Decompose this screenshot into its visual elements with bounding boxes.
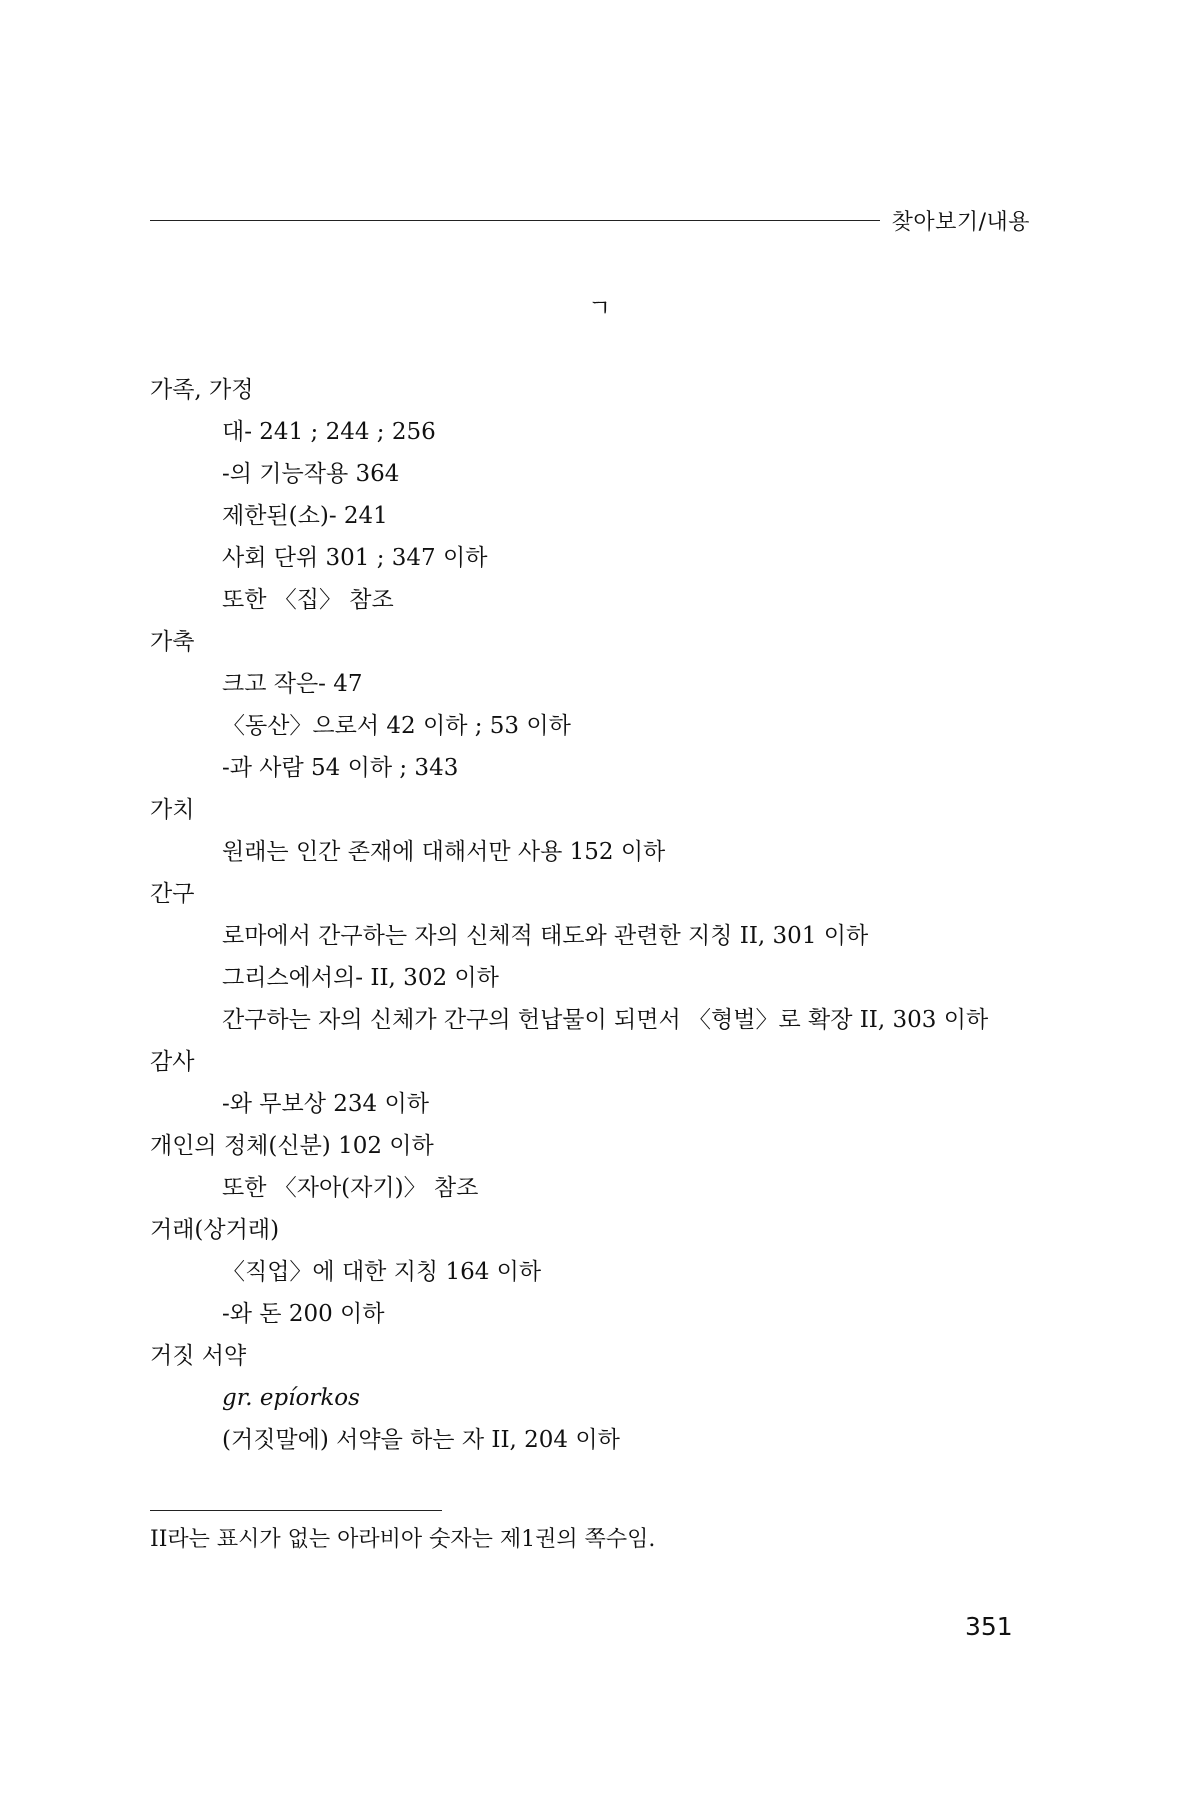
running-header-title: 찾아보기/내용	[891, 209, 1030, 235]
index-subentry	[150, 1377, 1050, 1419]
index-subentry	[150, 495, 1050, 537]
index-entry	[150, 1041, 1050, 1083]
index-entry	[150, 369, 1050, 411]
index-subentry-text: 또한 〈자아(자기)〉 참조	[222, 1175, 479, 1201]
index-subentry-text: -과 사람 54 이하 ; 343	[222, 755, 459, 781]
index-entry	[150, 789, 1050, 831]
index-subentry	[150, 663, 1050, 705]
index-entry-text: 가치	[150, 797, 195, 823]
index-entry	[150, 1335, 1050, 1377]
index-subentry-text: 또한 〈집〉 참조	[222, 587, 394, 613]
index-subentry	[150, 747, 1050, 789]
index-entry-list	[150, 369, 1050, 1461]
index-subentry-text: 원래는 인간 존재에 대해서만 사용 152 이하	[222, 839, 666, 865]
index-subentry-text: 그리스에서의- II, 302 이하	[222, 965, 499, 991]
header-rule	[150, 220, 880, 221]
page-number: 351	[965, 1612, 1013, 1641]
index-subentry	[150, 1419, 1050, 1461]
index-subentry	[150, 705, 1050, 747]
section-letter: ㄱ	[588, 294, 612, 322]
index-entry-text: 감사	[150, 1049, 195, 1075]
index-entry-text: 가축	[150, 629, 195, 655]
index-subentry-text: 대- 241 ; 244 ; 256	[222, 419, 436, 445]
index-subentry-text: 크고 작은- 47	[222, 671, 363, 697]
index-subentry-text: 제한된(소)- 241	[222, 503, 388, 529]
index-entry	[150, 1125, 1050, 1167]
index-entry	[150, 873, 1050, 915]
index-subentry	[150, 579, 1050, 621]
index-subentry-text: -의 기능작용 364	[222, 461, 400, 487]
index-subentry-text: 〈직업〉에 대한 지칭 164 이하	[222, 1259, 542, 1285]
index-subentry-text: 간구하는 자의 신체가 간구의 헌납물이 되면서 〈형벌〉로 확장 II, 303 이하	[222, 1007, 989, 1033]
index-subentry	[150, 957, 1050, 999]
index-subentry	[150, 1251, 1050, 1293]
index-subentry-text: 사회 단위 301 ; 347 이하	[222, 545, 488, 571]
index-subentry	[150, 999, 1050, 1041]
index-entry	[150, 621, 1050, 663]
footnote: II라는 표시가 없는 아라비아 숫자는 제1권의 쪽수임.	[150, 1527, 656, 1552]
index-subentry	[150, 1293, 1050, 1335]
index-entry-text: 가족, 가정	[150, 377, 254, 403]
index-entry	[150, 1209, 1050, 1251]
footnote-rule	[150, 1510, 442, 1511]
index-subentry-text: -와 무보상 234 이하	[222, 1091, 429, 1117]
index-subentry	[150, 537, 1050, 579]
running-header	[150, 200, 1030, 240]
index-subentry	[150, 915, 1050, 957]
index-subentry	[150, 1083, 1050, 1125]
index-subentry	[150, 831, 1050, 873]
index-entry-text: 거짓 서약	[150, 1343, 247, 1369]
index-subentry-text: 〈동산〉으로서 42 이하 ; 53 이하	[222, 713, 571, 739]
index-subentry-text: (거짓말에) 서약을 하는 자 II, 204 이하	[222, 1427, 620, 1453]
index-entry-text: 거래(상거래)	[150, 1217, 280, 1243]
index-entry-text: 간구	[150, 881, 195, 907]
index-entry-text: 개인의 정체(신분) 102 이하	[150, 1133, 434, 1159]
index-subentry-text: gr. epíorkos	[222, 1385, 360, 1411]
index-subentry	[150, 1167, 1050, 1209]
index-subentry	[150, 411, 1050, 453]
index-subentry-text: -와 돈 200 이하	[222, 1301, 385, 1327]
index-subentry-text: 로마에서 간구하는 자의 신체적 태도와 관련한 지칭 II, 301 이하	[222, 923, 869, 949]
index-subentry	[150, 453, 1050, 495]
